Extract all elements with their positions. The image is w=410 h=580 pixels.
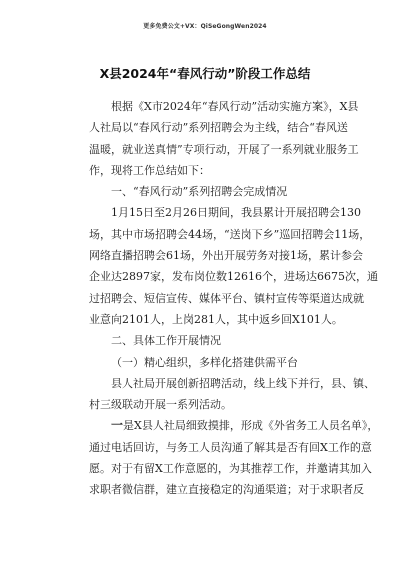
line-text: 愿。对于有留X工作意愿的，为其推荐工作，并邀请其加入	[89, 462, 372, 476]
line-text: 温暖，就业送真情”专项行动，开展了一系列就业服务工	[89, 142, 359, 156]
text-line	[89, 415, 379, 436]
text-line	[89, 394, 349, 415]
line-text: 1月15日至2月26日期间，我县累计开展招聘会130	[111, 206, 361, 220]
line-text: 业意向2101人，上岗281人，其中返乡回X101人。	[89, 312, 343, 326]
text-line	[89, 181, 349, 202]
line-text: 求职者微信群，建立直接稳定的沟通渠道；对于求职者反	[89, 483, 364, 497]
text-line	[89, 245, 363, 266]
line-text: 过招聘会、短信宣传、媒体平台、镇村宣传等渠道达成就	[89, 291, 364, 305]
line-text: 作，现将工作总结如下：	[89, 163, 210, 177]
text-line	[89, 160, 349, 181]
text-line	[89, 373, 375, 394]
text-line	[89, 117, 349, 138]
line-text: 村三级联动开展一系列活动。	[89, 398, 232, 412]
text-line	[89, 139, 359, 160]
text-line	[89, 202, 361, 223]
document-body	[89, 96, 379, 501]
line-text: 通过电话回访，与务工人员沟通了解其是否有回X工作的意	[89, 440, 372, 454]
line-text: 一、“春风行动”系列招聘会完成情况	[111, 185, 288, 199]
text-line	[89, 330, 349, 351]
line-text: 场，其中市场招聘会44场，“送岗下乡”巡回招聘会11场，	[89, 227, 371, 241]
text-line	[89, 288, 364, 309]
line-text: 二、具体工作开展情况	[111, 334, 221, 348]
text-line	[89, 224, 371, 245]
text-line	[89, 352, 349, 373]
bold-lead: 一	[111, 418, 124, 433]
line-text: （一）精心组织，多样化搭建供需平台	[111, 355, 298, 369]
line-text: 企业达2897家，发布岗位数12616个，进场达6675次，通	[89, 270, 378, 284]
text-line	[89, 96, 359, 117]
line-text: 人社局以“春风行动”系列招聘会为主线，结合“春风送	[89, 121, 348, 135]
header-note: 更多免费公文+VX：QiSeGongWen2024	[143, 23, 267, 30]
line-text: 是X县人社局细致摸排，形成《外省务工人员名单》，	[123, 419, 379, 433]
line-text: 网络直播招聘会61场，外出开展劳务对接1场，累计参会	[89, 249, 363, 263]
text-line	[89, 266, 378, 287]
text-line	[89, 458, 372, 479]
text-line	[89, 309, 349, 330]
line-text: 根据《X市2024年“春风行动”活动实施方案》，X县	[111, 100, 359, 113]
text-line	[89, 437, 372, 458]
text-line	[89, 479, 364, 500]
line-text: 县人社局开展创新招聘活动，线上线下并行，县、镇、	[111, 376, 375, 390]
document-title: X县2024年“春风行动”阶段工作总结	[99, 66, 311, 81]
